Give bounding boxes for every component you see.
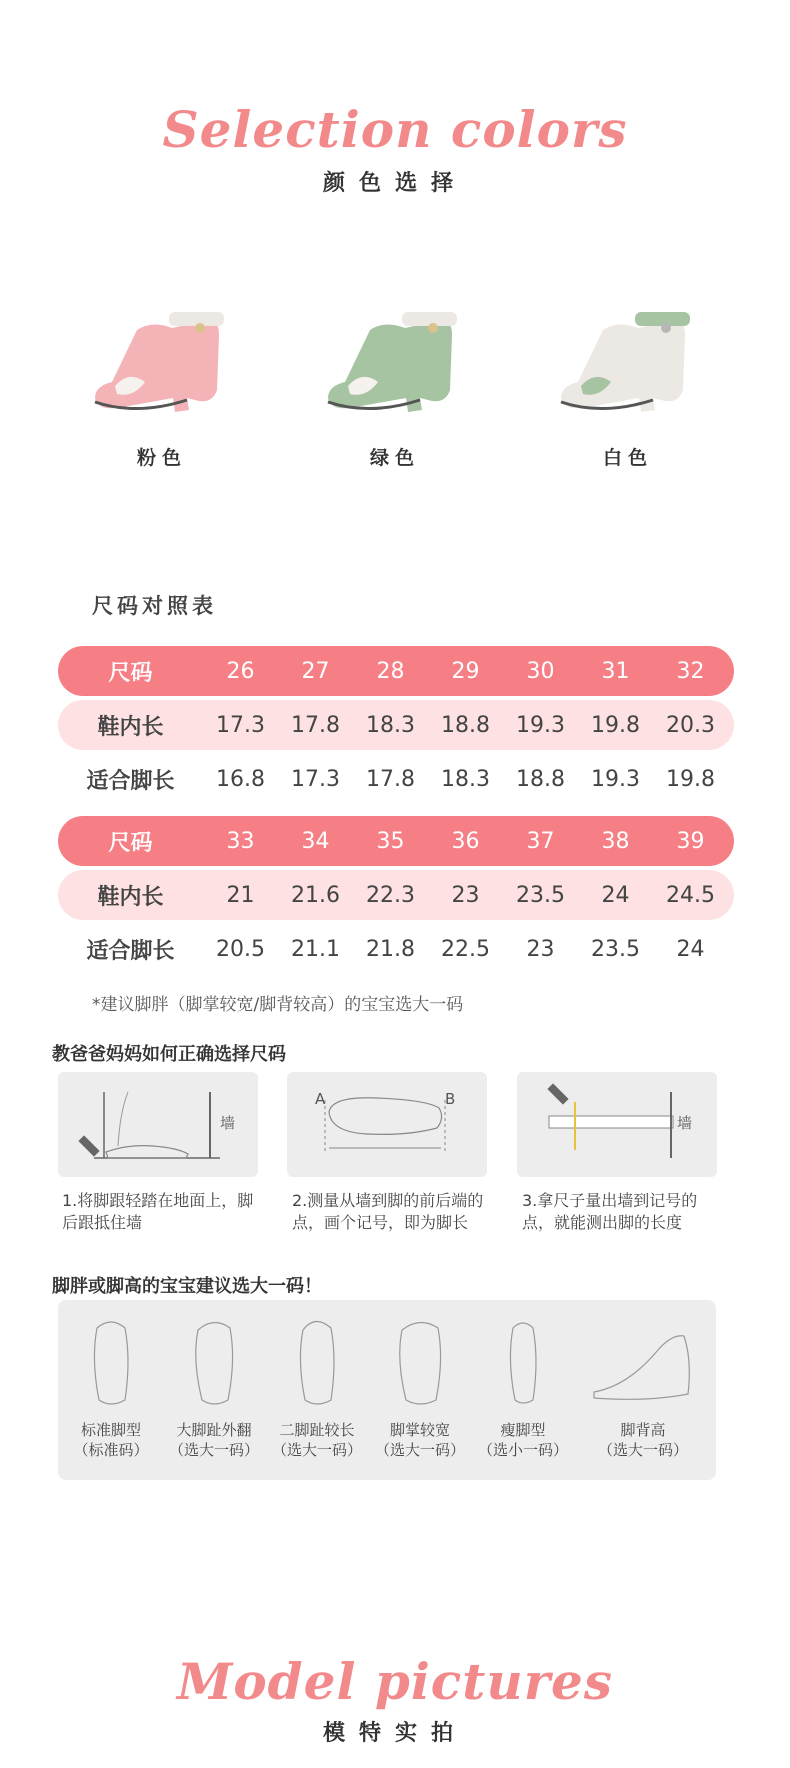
color-variant-white[interactable] [528, 290, 728, 470]
foot-length-cell: 22.5 [441, 936, 490, 962]
foot-length-cell: 20.5 [216, 936, 265, 962]
inner-length-cell: 23 [451, 882, 480, 908]
inner-length-cell: 24.5 [666, 882, 715, 908]
size-cell: 34 [301, 828, 330, 854]
size-cell: 29 [451, 658, 480, 684]
inner-length-cell: 18.3 [366, 712, 415, 738]
model-pictures-title: Model pictures [176, 1652, 614, 1711]
size-cell: 26 [226, 658, 255, 684]
size-row-header-1 [58, 646, 734, 696]
inner-length-cell: 22.3 [366, 882, 415, 908]
size-cell: 38 [601, 828, 630, 854]
foot-outline-icon [390, 1310, 450, 1410]
foot-length-cell: 18.3 [441, 766, 490, 792]
size-cell: 31 [601, 658, 630, 684]
size-table-title: 尺码对照表 [92, 594, 217, 618]
foot-types-panel [58, 1300, 716, 1480]
color-label-white: 白色 [602, 447, 653, 469]
foot-length-cell: 16.8 [216, 766, 265, 792]
foot-type-high-instep [573, 1310, 713, 1460]
inner-length-cell: 21.6 [291, 882, 340, 908]
inner-length-cell: 21 [226, 882, 255, 908]
inner-length-cell: 19.8 [591, 712, 640, 738]
inner-length-cell: 20.3 [666, 712, 715, 738]
color-label-pink: 粉色 [136, 447, 187, 469]
foot-length-cell: 17.8 [366, 766, 415, 792]
foot-side-icon [588, 1310, 698, 1410]
size-label: 尺码 [108, 660, 153, 686]
wall-label: 墙 [677, 1114, 693, 1132]
foot-type-long-second-toe [264, 1310, 370, 1460]
size-row-header-2 [58, 816, 734, 866]
foot-outline-icon [184, 1310, 244, 1410]
foot-length-cell: 19.8 [666, 766, 715, 792]
foot-type-name: 脚掌较宽 [389, 1421, 450, 1439]
foot-outline-icon [493, 1310, 553, 1410]
inner-length-label: 鞋内长 [97, 714, 164, 740]
size-cell: 35 [376, 828, 405, 854]
size-cell: 32 [676, 658, 705, 684]
foot-type-name: 标准脚型 [80, 1421, 141, 1439]
foot-type-name: 瘦脚型 [500, 1421, 546, 1439]
size-row-inner-2 [58, 870, 734, 920]
sandal-white-image [543, 290, 713, 425]
foot-type-standard [58, 1310, 164, 1460]
wall-label: 墙 [220, 1114, 236, 1132]
color-variant-pink[interactable] [62, 290, 262, 470]
foot-length-cell: 23.5 [591, 936, 640, 962]
foot-outline-icon [287, 1310, 347, 1410]
inner-length-cell: 17.8 [291, 712, 340, 738]
measure-step-2-image [287, 1072, 487, 1177]
foot-length-cell: 18.8 [516, 766, 565, 792]
point-a-label: A [315, 1090, 326, 1108]
size-note: *建议脚胖（脚掌较宽/脚背较高）的宝宝选大一码 [92, 995, 464, 1015]
inner-length-cell: 24 [601, 882, 630, 908]
size-label: 尺码 [108, 830, 153, 856]
color-label-green: 绿色 [369, 447, 420, 469]
foot-type-advice: （选大一码） [168, 1441, 259, 1459]
foot-length-cell: 21.1 [291, 936, 340, 962]
point-b-label: B [445, 1090, 456, 1108]
foot-type-advice: （选小一码） [477, 1441, 568, 1459]
foot-type-name: 二脚趾较长 [279, 1421, 355, 1439]
foot-type-bunion [161, 1310, 267, 1460]
foot-length-label: 适合脚长 [86, 768, 175, 794]
foot-type-wide [367, 1310, 473, 1460]
foot-type-name: 大脚趾外翻 [176, 1421, 252, 1439]
measure-step-1-image [58, 1072, 258, 1177]
selection-colors-subtitle: 颜色选择 [322, 171, 467, 196]
size-cell: 33 [226, 828, 255, 854]
measure-step-3-text: 3.拿尺子量出墙到记号的点，就能测出脚的长度 [522, 1191, 698, 1232]
foot-outline-icon [81, 1310, 141, 1410]
foot-type-advice: （选大一码） [271, 1441, 362, 1459]
sandal-green-image [310, 290, 480, 425]
foot-length-cell: 23 [526, 936, 555, 962]
inner-length-cell: 23.5 [516, 882, 565, 908]
sandal-pink-image [77, 290, 247, 425]
model-pictures-subtitle: 模特实拍 [322, 1721, 467, 1746]
foot-length-label: 适合脚长 [86, 938, 175, 964]
measure-step-3-image [517, 1072, 717, 1177]
foot-type-advice: （选大一码） [597, 1441, 688, 1459]
foot-type-advice: （选大一码） [374, 1441, 465, 1459]
size-cell: 27 [301, 658, 330, 684]
size-cell: 39 [676, 828, 705, 854]
color-variant-green[interactable] [295, 290, 495, 470]
inner-length-cell: 18.8 [441, 712, 490, 738]
selection-colors-title: Selection colors [162, 100, 628, 159]
foot-length-cell: 19.3 [591, 766, 640, 792]
size-cell: 36 [451, 828, 480, 854]
size-row-inner-1 [58, 700, 734, 750]
size-cell: 37 [526, 828, 555, 854]
foot-types-title: 脚胖或脚高的宝宝建议选大一码！ [52, 1276, 322, 1297]
foot-type-advice: （标准码） [73, 1441, 149, 1459]
size-cell: 28 [376, 658, 405, 684]
measure-step-2-text: 2.测量从墙到脚的前后端的点，画个记号，即为脚长 [292, 1191, 484, 1232]
foot-type-thin [470, 1310, 576, 1460]
measure-step-1-text: 1.将脚跟轻踏在地面上，脚后跟抵住墙 [62, 1191, 254, 1232]
inner-length-label: 鞋内长 [97, 884, 164, 910]
size-row-foot-1 [58, 754, 734, 804]
foot-length-cell: 17.3 [291, 766, 340, 792]
inner-length-cell: 19.3 [516, 712, 565, 738]
size-row-foot-2 [58, 924, 734, 974]
foot-length-cell: 21.8 [366, 936, 415, 962]
foot-type-name: 脚背高 [620, 1421, 666, 1439]
foot-length-cell: 24 [676, 936, 705, 962]
size-cell: 30 [526, 658, 555, 684]
inner-length-cell: 17.3 [216, 712, 265, 738]
measure-title: 教爸爸妈妈如何正确选择尺码 [52, 1044, 286, 1065]
